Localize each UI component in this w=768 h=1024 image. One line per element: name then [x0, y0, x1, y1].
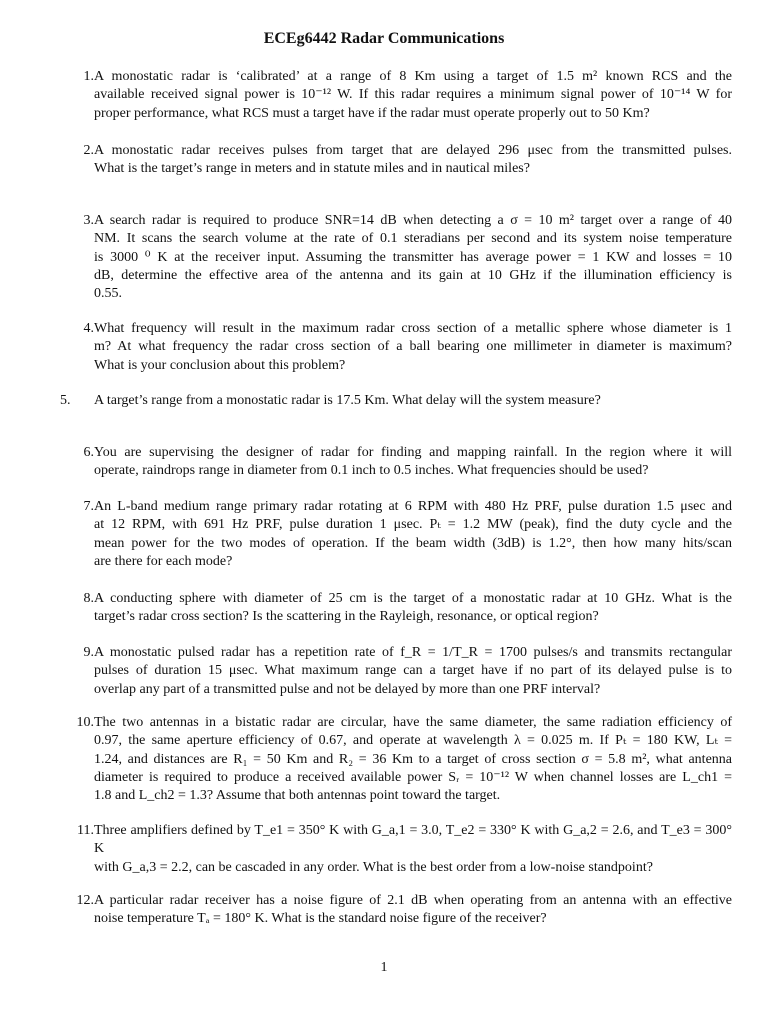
question-line: operate, raindrops range in diameter from 0.1 inch to 0.5 inches. What frequencies should be used?: [94, 463, 649, 479]
question-item: [60, 892, 732, 929]
question-line: at 12 RPM, with 691 Hz PRF, pulse duration 1 μsec. Pₜ = 1.2 MW (peak), find the duty cycle and the: [94, 517, 732, 533]
question-line: Three amplifiers defined by T_e1 = 350° K with G_a,1 = 3.0, T_e2 = 330° K with G_a,2 = 2.6, and T_e3 = 300° K: [94, 823, 732, 857]
question-line: A conducting sphere with diameter of 25 cm is the target of a monostatic radar at 10 GHz. What is the: [94, 591, 732, 606]
question-number: 3.: [83, 213, 94, 228]
question-text: [94, 498, 732, 571]
question-line: with G_a,3 = 2.2, can be cascaded in any order. What is the best order from a low-noise standpoint?: [94, 859, 653, 875]
question-number: 10.: [76, 715, 94, 730]
question-line: target’s radar cross section? Is the scattering in the Rayleigh, resonance, or optical region?: [94, 609, 599, 625]
question-line: diameter is required to produce a received available power Sᵣ = 10⁻¹² W when channel losses are L_ch1 =: [94, 769, 732, 785]
question-item: [60, 212, 732, 303]
question-line: are there for each mode?: [94, 553, 233, 569]
question-line: 0.55.: [94, 286, 122, 302]
question-line: What is the target’s range in meters and in statute miles and in nautical miles?: [94, 161, 530, 177]
question-text: [94, 892, 732, 929]
question-number: 12.: [76, 893, 94, 908]
question-line: noise temperature Tₐ = 180° K. What is the standard noise figure of the receiver?: [94, 911, 547, 927]
question-line: is 3000 ⁰ K at the receiver input. Assuming the transmitter has average power = 1 KW and losses = 10: [94, 249, 732, 265]
question-number: 6.: [83, 445, 94, 460]
question-line: The two antennas in a bistatic radar are circular, have the same diameter, the same radiation efficiency of: [94, 715, 732, 730]
question-item: [60, 498, 732, 571]
question-line: m? At what frequency the radar cross section of a ball bearing one millimeter in diameter is maximum?: [94, 339, 732, 355]
question-line: What is your conclusion about this problem?: [94, 357, 346, 373]
question-text: [94, 822, 732, 877]
question-line: You are supervising the designer of radar for finding and mapping rainfall. In the region where it will: [94, 445, 732, 460]
page-title: ECEg6442 Radar Communications: [263, 30, 505, 47]
page-number: 1: [380, 960, 388, 975]
question-text: [94, 444, 732, 481]
question-line: A search radar is required to produce SNR=14 dB when detecting a σ = 10 m² target over a range of 40: [94, 213, 732, 228]
question-line: available received signal power is 10⁻¹² W. If this radar requires a minimum signal power of 10⁻¹⁴ W for: [94, 87, 732, 103]
question-item: [60, 68, 732, 123]
question-line: overlap any part of a transmitted pulse and not be delayed by more than one PRF interval?: [94, 681, 601, 697]
question-number: 9.: [83, 645, 94, 660]
question-item: [60, 822, 732, 877]
question-number: 2.: [83, 143, 94, 158]
question-item: [60, 392, 732, 410]
question-item: [60, 444, 732, 481]
question-line: dB, determine the effective area of the antenna and its gain at 10 GHz if the illumination efficiency is: [94, 267, 732, 283]
question-number: 1.: [83, 69, 94, 84]
question-line: An L-band medium range primary radar rotating at 6 RPM with 480 Hz PRF, pulse duration 1.5 μsec and: [94, 499, 732, 514]
question-line: 1.24, and distances are R₁ = 50 Km and R₂ = 36 Km to a target of cross section σ = 5.8 m², what antenna: [94, 751, 732, 767]
question-line: What frequency will result in the maximum radar cross section of a metallic sphere whose diameter is 1: [94, 321, 732, 336]
question-line: A particular radar receiver has a noise figure of 2.1 dB when operating from an antenna with an effective: [94, 893, 732, 908]
question-line: mean power for the two modes of operation. If the beam width (3dB) is 1.2°, then how many hits/scan: [94, 535, 732, 551]
question-item: [60, 644, 732, 699]
question-item: [60, 590, 732, 627]
question-number: 8.: [83, 591, 94, 606]
question-text: [94, 590, 732, 627]
question-number: 5.: [60, 393, 71, 408]
question-line: A monostatic radar is ‘calibrated’ at a range of 8 Km using a target of 1.5 m² known RCS and the: [94, 69, 732, 84]
question-line: A monostatic pulsed radar has a repetition rate of f_R = 1/T_R = 1700 pulses/s and transmits rectangular: [94, 645, 732, 660]
question-text: [94, 714, 732, 805]
question-line: A monostatic radar receives pulses from target that are delayed 296 μsec from the transmitted pulses.: [94, 143, 732, 158]
question-item: [60, 320, 732, 375]
question-line: A target’s range from a monostatic radar is 17.5 Km. What delay will the system measure?: [94, 393, 601, 408]
question-line: 1.8 and L_ch2 = 1.3? Assume that both antennas point toward the target.: [94, 788, 501, 804]
question-number: 4.: [83, 321, 94, 336]
question-number: 11.: [77, 823, 94, 838]
question-line: 0.97, the same aperture efficiency of 0.67, and operate at wavelength λ = 0.025 m. If Pₜ = 180 KW, Lₜ =: [94, 733, 732, 749]
question-number: 7.: [83, 499, 94, 514]
question-line: NM. It scans the search volume at the rate of 0.1 steradians per second and its system noise temperature: [94, 231, 732, 247]
question-text: [94, 212, 732, 303]
question-line: pulses of duration 15 μsec. What maximum range can a target have if no part of its delayed pulse is to: [94, 663, 732, 679]
question-text: [94, 320, 732, 375]
question-line: proper performance, what RCS must a target have if the radar must operate properly out to 50 Km?: [94, 105, 650, 121]
question-text: [94, 644, 732, 699]
question-item: [60, 714, 732, 805]
question-item: [60, 142, 732, 179]
question-text: [94, 68, 732, 123]
question-text: [94, 392, 732, 410]
question-text: [94, 142, 732, 179]
